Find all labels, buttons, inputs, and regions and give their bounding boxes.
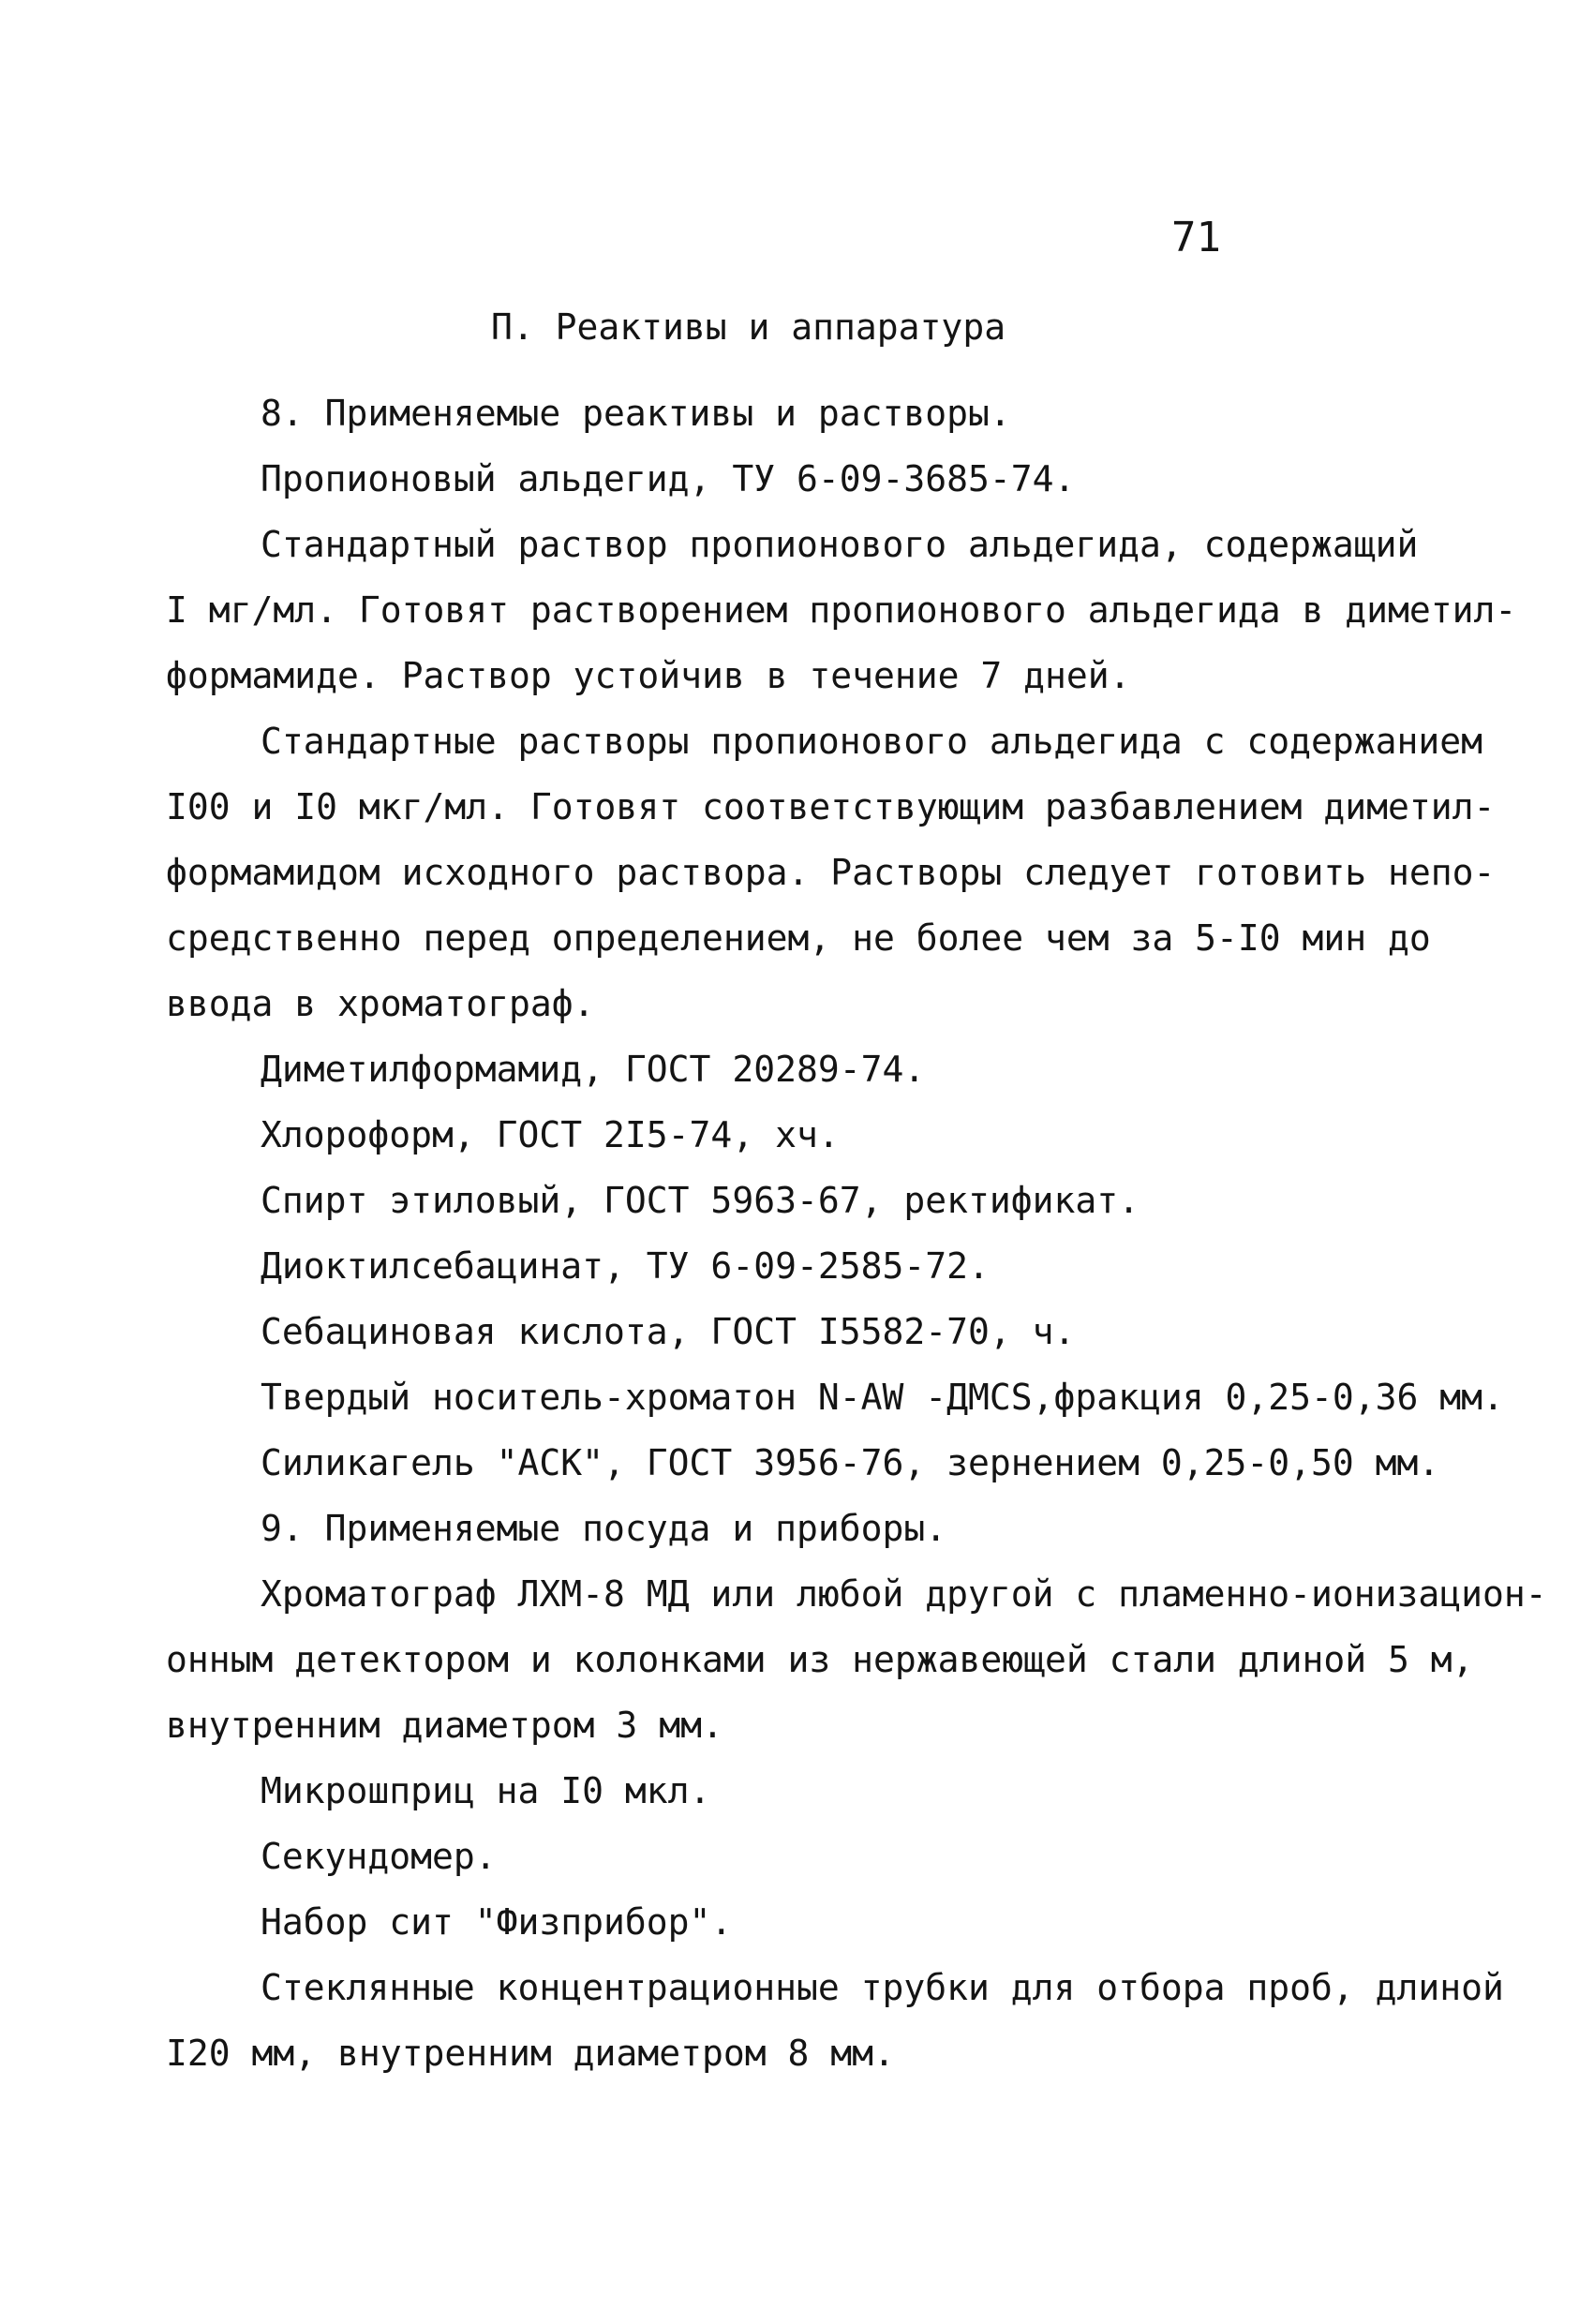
text-line: Себациновая кислота, ГОСТ I5582-70, ч.	[261, 1311, 1076, 1352]
text-line: Стандартный раствор пропионового альдегида, содержащий	[261, 524, 1419, 565]
text-line: Пропионовый альдегид, ТУ 6-09-3685-74.	[261, 458, 1076, 499]
text-line: средственно перед определением, не более чем за 5-I0 мин до	[166, 917, 1431, 959]
text-line: I00 и I0 мкг/мл. Готовят соответствующим разбавлением диметил-	[166, 786, 1496, 827]
text-line: ввода в хроматограф.	[166, 983, 595, 1024]
text-line: Диоктилсебацинат, ТУ 6-09-2585-72.	[261, 1245, 990, 1287]
text-line: Микрошприц на I0 мкл.	[261, 1770, 711, 1811]
text-line: Твердый носитель-хроматон N-AW -ДМСS,фракция 0,25-0,36 мм.	[261, 1377, 1504, 1418]
section-title: П. Реактивы и аппаратура	[491, 306, 1006, 348]
text-line: Хроматограф ЛХМ-8 МД или любой другой с пламенно-ионизацион-	[261, 1573, 1547, 1615]
text-line: I мг/мл. Готовят растворением пропионового альдегида в диметил-	[166, 589, 1517, 631]
text-line: Хлороформ, ГОСТ 2I5-74, хч.	[261, 1114, 840, 1155]
text-line: формамидом исходного раствора. Растворы следует готовить непо-	[166, 852, 1496, 893]
text-line: внутренним диаметром 3 мм.	[166, 1705, 723, 1746]
text-line: Силикагель "АСК", ГОСТ 3956-76, зернением 0,25-0,50 мм.	[261, 1442, 1440, 1483]
text-line: Секундомер.	[261, 1836, 497, 1877]
subsection-heading-reagents: 8. Применяемые реактивы и растворы.	[261, 393, 1011, 434]
text-line: Стандартные растворы пропионового альдегида с содержанием	[261, 721, 1483, 762]
text-line: Диметилформамид, ГОСТ 20289-74.	[261, 1049, 926, 1090]
text-line: Стеклянные концентрационные трубки для отбора проб, длиной	[261, 1967, 1504, 2008]
text-line: Набор сит "Физприбор".	[261, 1901, 733, 1943]
text-line: Спирт этиловый, ГОСТ 5963-67, ректификат.	[261, 1180, 1140, 1221]
subsection-heading-equipment: 9. Применяемые посуда и приборы.	[261, 1508, 947, 1549]
text-line: I20 мм, внутренним диаметром 8 мм.	[166, 2033, 895, 2074]
text-line: онным детектором и колонками из нержавеющей стали длиной 5 м,	[166, 1639, 1474, 1680]
text-line: формамиде. Раствор устойчив в течение 7 дней.	[166, 655, 1131, 696]
page-number: 71	[1171, 214, 1221, 261]
